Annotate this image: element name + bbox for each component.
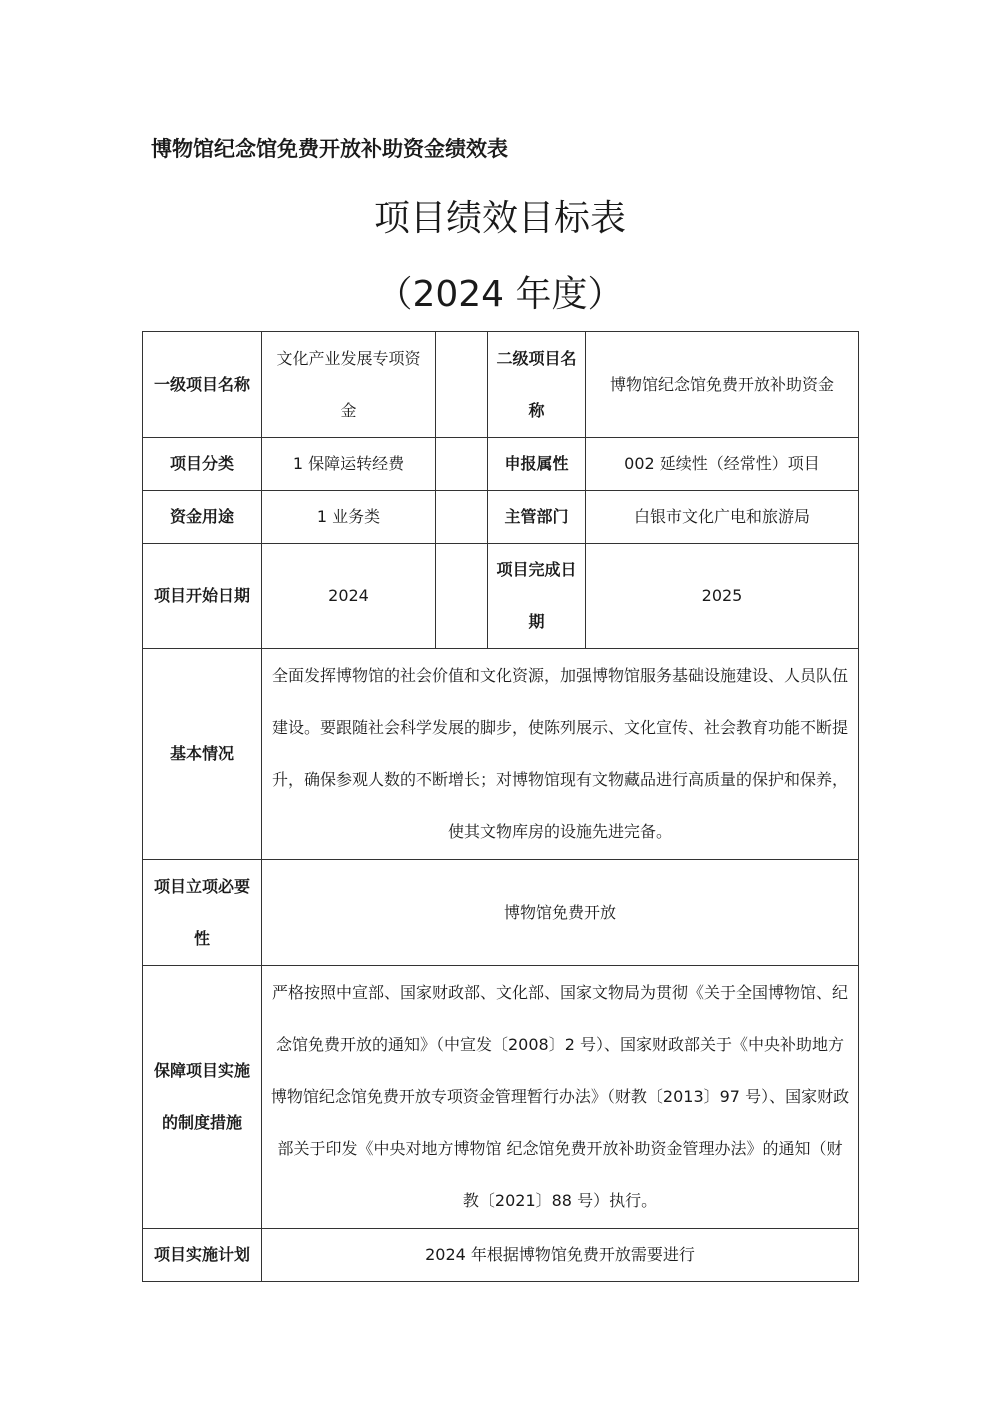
- secondary-name-value: 博物馆纪念馆免费开放补助资金: [586, 332, 859, 438]
- department-value: 白银市文化广电和旅游局: [586, 491, 859, 544]
- measures-label: 保障项目实施的制度措施: [143, 966, 262, 1229]
- plan-value: 2024 年根据博物馆免费开放需要进行: [262, 1229, 859, 1282]
- basic-info-value: 全面发挥博物馆的社会价值和文化资源，加强博物馆服务基础设施建设、人员队伍建设。要跟随社会科学发展的脚步，使陈列展示、文化宣传、社会教育功能不断提升，确保参观人数的不断增长；对博物馆现有文物藏品进行高质量的保护和保养，使其文物库房的设施先进完备。: [262, 649, 859, 860]
- attribute-value: 002 延续性（经常性）项目: [586, 438, 859, 491]
- empty-cell: [436, 544, 488, 649]
- start-date-value: 2024: [262, 544, 436, 649]
- department-label: 主管部门: [488, 491, 586, 544]
- primary-name-value: 文化产业发展专项资金: [262, 332, 436, 438]
- necessity-value: 博物馆免费开放: [262, 860, 859, 966]
- category-value: 1 保障运转经费: [262, 438, 436, 491]
- document-heading: 博物馆纪念馆免费开放补助资金绩效表: [151, 137, 508, 161]
- necessity-label: 项目立项必要性: [143, 860, 262, 966]
- page-title: 项目绩效目标表: [373, 198, 626, 239]
- end-date-label: 项目完成日期: [488, 544, 586, 649]
- primary-name-label: 一级项目名称: [143, 332, 262, 438]
- empty-cell: [436, 332, 488, 438]
- category-label: 项目分类: [143, 438, 262, 491]
- basic-info-label: 基本情况: [143, 649, 262, 860]
- usage-label: 资金用途: [143, 491, 262, 544]
- page-subtitle: （2024 年度）: [376, 274, 624, 315]
- attribute-label: 申报属性: [488, 438, 586, 491]
- plan-label: 项目实施计划: [143, 1229, 262, 1282]
- empty-cell: [436, 491, 488, 544]
- performance-table: [142, 331, 859, 1282]
- measures-value: 严格按照中宣部、国家财政部、文化部、国家文物局为贯彻《关于全国博物馆、纪念馆免费开放的通知》（中宣发〔2008〕2 号）、国家财政部关于《中央补助地方博物馆纪念馆免费开放专项资金管理暂行办法》（财教〔2013〕97 号）、国家财政部关于印发《中央对地方博物馆 纪念馆免费开放补助资金管理办法》的通知（财教〔2021〕88 号）执行。: [262, 966, 859, 1229]
- secondary-name-label: 二级项目名称: [488, 332, 586, 438]
- empty-cell: [436, 438, 488, 491]
- start-date-label: 项目开始日期: [143, 544, 262, 649]
- end-date-value: 2025: [586, 544, 859, 649]
- usage-value: 1 业务类: [262, 491, 436, 544]
